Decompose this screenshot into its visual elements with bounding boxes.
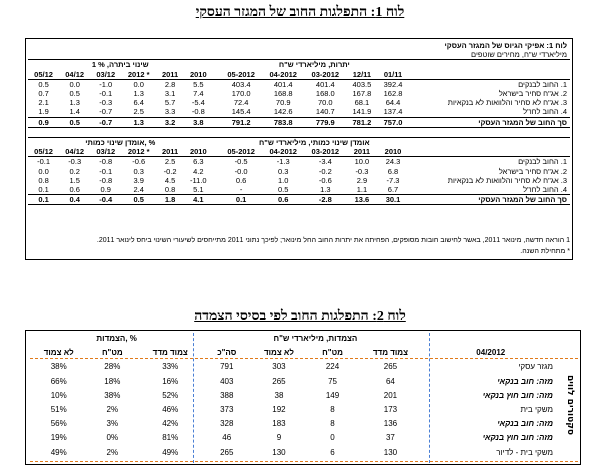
- spacer: [213, 98, 221, 107]
- table-cell: 46: [222, 433, 232, 443]
- table-cell: 4.5: [164, 175, 176, 185]
- spacer: [426, 332, 556, 346]
- spacer: [213, 60, 221, 70]
- column-header: 05-2012: [220, 147, 262, 157]
- column-header: 2011: [346, 147, 377, 157]
- group-header-pct: הצמדות, %: [96, 334, 137, 344]
- dashed-divider-left: [193, 333, 194, 463]
- table-cell: 8: [330, 405, 335, 415]
- row-label: 4. החוב לחו"ל: [523, 107, 567, 117]
- table1-title: לוח 1: התפלגות החוב של המגזר העסקי: [195, 5, 405, 20]
- table-cell: 170.0: [231, 89, 251, 99]
- table-cell: -0.3: [68, 157, 82, 167]
- column-header: 03-2012: [304, 70, 346, 80]
- column-header-row: [28, 70, 570, 80]
- column-header: מט"ח: [322, 348, 343, 358]
- table-cell: 52%: [162, 390, 179, 400]
- table-cell: 68.1: [354, 98, 370, 108]
- column-header: מט"ח: [101, 348, 123, 358]
- table-cell: 64.4: [385, 98, 401, 108]
- table-row: [28, 107, 570, 117]
- table-cell: 2.4: [133, 184, 144, 194]
- table-row: [28, 446, 556, 460]
- spacer: [409, 137, 570, 147]
- table-cell: 0.3: [278, 166, 289, 176]
- row-label: 3. אג"ח לא סחיר והלוואות לא בנקאיות: [447, 175, 567, 185]
- table-cell: -0.1: [37, 157, 51, 167]
- table-cell: 24.3: [385, 157, 401, 167]
- table-cell: -0.0: [234, 166, 248, 176]
- group-header-abs: הצמדות, מיליארדי ש"ח: [273, 334, 358, 344]
- table-row: [28, 431, 556, 445]
- table-cell: 64: [385, 376, 395, 386]
- table-row: [28, 98, 570, 107]
- column-header: 12/11: [346, 70, 377, 80]
- table-cell: 1.3: [320, 184, 331, 194]
- table-cell: 10%: [50, 390, 67, 400]
- table-cell: 0.0: [38, 166, 49, 176]
- dashed-divider-bottom: [30, 461, 578, 462]
- table-cell: 791.2: [220, 117, 262, 127]
- table-cell: 168.8: [273, 89, 293, 99]
- table-cell: -0.6: [318, 175, 332, 185]
- group-header-left: שינוי ביתרה, % 1: [28, 60, 213, 70]
- table-cell: 5.7: [164, 98, 176, 108]
- table-cell: 6.4: [133, 98, 144, 108]
- column-header: 04/12: [59, 70, 90, 80]
- table-cell: -0.6: [132, 157, 146, 167]
- table-cell: 130: [272, 447, 286, 457]
- column-header-row: [28, 147, 570, 157]
- column-header: 05-2012: [220, 70, 262, 80]
- table-cell: 16%: [162, 376, 179, 386]
- table-cell: -0.3: [355, 166, 369, 176]
- column-header: 03/12: [90, 147, 121, 157]
- table-cell: 0.3: [133, 166, 144, 176]
- spacer: [28, 127, 570, 137]
- dashed-divider-top: [30, 358, 578, 359]
- table-cell: 162.8: [383, 89, 403, 99]
- table-cell: -0.2: [318, 166, 332, 176]
- spacer: [409, 60, 570, 70]
- table-cell: 3.2: [156, 117, 184, 127]
- side-label: סקטורים לווים: [565, 375, 575, 435]
- table-cell: 0.6: [235, 175, 247, 185]
- row-label: מזה: חוב בנקאי: [497, 376, 553, 386]
- spacer: [409, 147, 570, 157]
- table-row: [28, 360, 556, 374]
- table2-title: לוח 2: התפלגות החוב לפי בסיסי הצמדה: [194, 309, 406, 324]
- table-cell: 192: [272, 405, 286, 415]
- table-cell: 19%: [50, 433, 67, 443]
- column-header: 2011: [156, 147, 184, 157]
- table-cell: 2%: [106, 447, 119, 457]
- table-cell: 0: [330, 433, 335, 443]
- table-cell: 1.8: [156, 195, 184, 205]
- table-cell: 2.1: [38, 98, 49, 108]
- table-cell: 49%: [162, 447, 179, 457]
- table-cell: 388: [220, 390, 234, 400]
- row-label: סך החוב של המגזר העסקי: [409, 117, 570, 127]
- column-header: לא צמוד: [263, 348, 294, 358]
- table-cell: 6.7: [387, 184, 399, 194]
- table-cell: 2.8: [164, 79, 176, 89]
- table-cell: 145.4: [231, 107, 251, 117]
- table-row: [28, 417, 556, 431]
- table-cell: 6.3: [193, 157, 204, 167]
- row-label: 2. אג"ח סחיר בישראל: [498, 89, 567, 99]
- column-header: 2012 *: [121, 70, 156, 80]
- table-cell: 5.1: [193, 184, 204, 194]
- row-label: מזה: חוב חוץ בנקאי: [482, 433, 553, 443]
- spacer: [28, 50, 409, 60]
- table-cell: 167.8: [352, 89, 372, 99]
- table-cell: 1.5: [69, 175, 80, 185]
- spacer: [213, 117, 221, 127]
- table-cell: 10.0: [354, 157, 370, 167]
- table-cell: 2.5: [133, 107, 144, 117]
- table-cell: 168.0: [315, 89, 335, 99]
- table-row: [28, 185, 570, 195]
- table-cell: 224: [325, 362, 340, 372]
- table-cell: -0.1: [99, 166, 113, 176]
- table-cell: 0.5: [121, 195, 156, 205]
- group-header-left: אומדן שינוי כמותי, %: [28, 137, 213, 147]
- row-label: מזה: חוב בנקאי: [497, 419, 553, 429]
- column-header: 05/12: [28, 147, 59, 157]
- table-cell: 1.9: [38, 107, 49, 117]
- table-cell: 38%: [50, 362, 67, 372]
- table-cell: 2%: [106, 405, 119, 415]
- table-cell: 183: [272, 419, 286, 429]
- table-cell: 141.9: [352, 107, 372, 117]
- group-header-row: [28, 332, 556, 346]
- row-label: סך החוב של המגזר העסקי: [409, 195, 570, 205]
- table-cell: 3.9: [133, 175, 144, 185]
- table-cell: 3.3: [164, 107, 176, 117]
- table-cell: 6: [330, 447, 335, 457]
- spacer: [213, 176, 221, 185]
- table-cell: 0%: [106, 433, 119, 443]
- table-subcaption: מיליארדי ש"ח, מחירים שוטפים: [471, 50, 567, 60]
- table-cell: -0.3: [99, 98, 113, 108]
- table-cell: 0.6: [262, 195, 304, 205]
- table-cell: 9: [276, 433, 282, 443]
- table-cell: 28%: [104, 362, 121, 372]
- table-cell: -2.8: [304, 195, 346, 205]
- table-cell: 70.9: [275, 98, 291, 108]
- table-cell: 265: [220, 447, 234, 457]
- table-cell: -1.3: [276, 157, 290, 167]
- table-cell: 328: [220, 419, 234, 429]
- table-cell: 0.9: [28, 117, 59, 127]
- table-cell: 791: [220, 362, 234, 372]
- table-cell: 46%: [162, 405, 179, 415]
- table-cell: -0.2: [163, 166, 177, 176]
- table-cell: 0.5: [38, 79, 49, 89]
- table1-note2: * מתחילת השנה.: [520, 248, 570, 255]
- table-cell: 72.4: [233, 98, 249, 108]
- table-cell: 392.4: [383, 79, 403, 89]
- spacer: [213, 107, 221, 117]
- table-cell: 0.1: [28, 195, 59, 205]
- table-cell: 265: [272, 376, 286, 386]
- column-header: 2010: [184, 147, 212, 157]
- spacer: [409, 70, 570, 80]
- table-cell: 0.5: [278, 184, 289, 194]
- spacer: [213, 185, 221, 195]
- table-cell: 51%: [50, 405, 67, 415]
- table-cell: 0.2: [69, 166, 80, 176]
- table-cell: 4.1: [184, 195, 212, 205]
- table-cell: -11.0: [190, 175, 207, 185]
- table-row: [28, 89, 570, 98]
- group-header-row: [28, 137, 570, 147]
- table-row: [28, 117, 570, 127]
- spacer: [213, 89, 221, 98]
- date-header: 04/2012: [476, 348, 506, 358]
- table-cell: 42%: [162, 419, 179, 429]
- table-cell: 0.5: [59, 117, 90, 127]
- spacer: [213, 147, 221, 157]
- row-label: משקי בית - לדיור: [496, 447, 553, 457]
- table-cell: 140.7: [315, 107, 335, 117]
- table-cell: 781.2: [346, 117, 377, 127]
- table-row: [28, 195, 570, 205]
- table-cell: 265: [383, 362, 398, 372]
- table-cell: 13.6: [346, 195, 377, 205]
- column-header: צמוד מדד: [152, 348, 188, 358]
- row-label: 4. החוב לחו"ל: [523, 184, 567, 194]
- row-label: משקי בית: [520, 405, 553, 415]
- row-label: 1. החוב לבנקים: [518, 157, 567, 167]
- table-cell: -: [239, 184, 243, 194]
- table-cell: 403.5: [352, 79, 372, 89]
- column-header: 2010: [184, 70, 212, 80]
- table-cell: 2.5: [164, 157, 176, 167]
- table-cell: 173: [383, 405, 398, 415]
- table-cell: -1.0: [99, 79, 113, 89]
- row-label: 3. אג"ח לא סחיר והלוואות לא בנקאיות: [447, 98, 567, 108]
- spacer: [213, 195, 221, 205]
- table-cell: 0.0: [133, 79, 144, 89]
- row-label: 2. אג"ח סחיר בישראל: [498, 166, 567, 176]
- table-cell: 81%: [162, 433, 179, 443]
- column-header: סה"כ: [217, 348, 237, 358]
- table-cell: -0.1: [99, 89, 113, 99]
- spacer-row: [28, 127, 570, 137]
- column-header: 2010: [377, 147, 408, 157]
- column-header: צמוד מדד: [372, 348, 408, 358]
- group-header-right: אומדן שינוי כמותי, מיליארדי ש"ח: [220, 137, 409, 147]
- table-cell: 373: [220, 405, 234, 415]
- table-cell: 0.4: [59, 195, 90, 205]
- row-label: מגזר עסקי: [518, 362, 553, 372]
- table-cell: 1.3: [133, 89, 144, 99]
- table-cell: 303: [272, 362, 286, 372]
- table-cell: 779.9: [304, 117, 346, 127]
- table-row: [28, 79, 570, 89]
- table-cell: 3.1: [164, 89, 176, 99]
- column-header: 05/12: [28, 70, 59, 80]
- table-cell: 7.4: [193, 89, 204, 99]
- column-header: לא צמוד: [43, 348, 74, 358]
- table-cell: 142.6: [273, 107, 293, 117]
- table-cell: 4.2: [193, 166, 204, 176]
- table-cell: -0.7: [99, 107, 113, 117]
- column-header: 03-2012: [304, 147, 346, 157]
- table-cell: 130: [383, 447, 398, 457]
- table-row: [28, 176, 570, 185]
- table-cell: 8: [330, 419, 335, 429]
- table-cell: 0.7: [38, 89, 49, 99]
- table-cell: 757.0: [377, 117, 408, 127]
- table-row: [28, 166, 570, 175]
- dashed-divider-right: [429, 333, 430, 463]
- table-cell: 0.8: [38, 175, 49, 185]
- table-cell: 0.9: [100, 184, 111, 194]
- table-cell: -5.4: [191, 98, 205, 108]
- spacer: [213, 70, 221, 80]
- table-cell: -3.4: [318, 157, 332, 167]
- subcaption-row: [28, 50, 570, 60]
- table-cell: 0.0: [69, 79, 80, 89]
- row-label: 1. החוב לבנקים: [518, 79, 567, 89]
- table-cell: 0.1: [38, 184, 49, 194]
- table-cell: -0.4: [90, 195, 121, 205]
- table-row: [28, 403, 556, 417]
- table-cell: 2.9: [356, 175, 368, 185]
- table-cell: 6.8: [387, 166, 399, 176]
- table-cell: 1.3: [69, 98, 80, 108]
- table-cell: 66%: [50, 376, 67, 386]
- column-header: 03/12: [90, 70, 121, 80]
- column-header: 01/11: [377, 70, 408, 80]
- table-row: [28, 157, 570, 167]
- table-row: [28, 389, 556, 403]
- table2: [28, 332, 556, 460]
- table-cell: -7.3: [386, 175, 400, 185]
- table-cell: 401.4: [315, 79, 335, 89]
- group-header-right: יתרות, מיליארדי ש"ח: [220, 60, 409, 70]
- table1-note1: 1 הוראה חדשה, מינואר 2011, באשר לחישוב חובות מסופקים, הפחיתה את יתרות החוב החל מינואר; לפיכך נתוני 2011 מתייחסים לשיעורי השינוי ביחס לינואר 2011.: [96, 237, 570, 244]
- table-cell: -0.8: [99, 175, 113, 185]
- table-cell: 33%: [162, 362, 179, 372]
- table-caption: לוח 1: אפיקי הגיוס של המגזר העסקי: [444, 41, 567, 51]
- column-header: 04-2012: [262, 147, 304, 157]
- column-header: 04/12: [59, 147, 90, 157]
- table-cell: 37: [385, 433, 395, 443]
- table-row: [28, 375, 556, 389]
- table-cell: -0.7: [90, 117, 121, 127]
- table-cell: 201: [383, 390, 398, 400]
- spacer: [213, 166, 221, 175]
- caption-row: [28, 41, 570, 50]
- row-label: מזה: חוב חוץ בנקאי: [482, 390, 553, 400]
- table-cell: 70.0: [318, 98, 333, 108]
- group-header-row: [28, 60, 570, 70]
- table-cell: 0.1: [220, 195, 262, 205]
- table-cell: 137.4: [383, 107, 403, 117]
- table-cell: 783.8: [262, 117, 304, 127]
- table-cell: 1.4: [69, 107, 80, 117]
- table-cell: 75: [328, 376, 337, 386]
- table-cell: 1.1: [356, 184, 368, 194]
- table-cell: 0.5: [69, 89, 80, 99]
- table-cell: 3.8: [184, 117, 212, 127]
- table-cell: -0.8: [99, 157, 113, 167]
- spacer: [213, 79, 221, 89]
- table-cell: 38: [274, 390, 284, 400]
- table-cell: 403: [220, 376, 234, 386]
- table-cell: 0.8: [164, 184, 176, 194]
- column-header: 2012 *: [121, 147, 156, 157]
- table-cell: -0.8: [191, 107, 205, 117]
- column-header: 2011: [156, 70, 184, 80]
- table-cell: 3%: [106, 419, 119, 429]
- table-cell: 30.1: [377, 195, 408, 205]
- table-cell: 1.0: [278, 175, 289, 185]
- spacer: [28, 41, 409, 50]
- table-cell: 1.3: [121, 117, 156, 127]
- table-cell: 49%: [50, 447, 67, 457]
- table1: [28, 41, 570, 205]
- table-cell: 0.6: [69, 184, 80, 194]
- table-cell: 18%: [104, 376, 121, 386]
- spacer: [213, 157, 221, 167]
- table-cell: 38%: [104, 390, 121, 400]
- spacer: [213, 137, 221, 147]
- table-cell: 136: [383, 419, 398, 429]
- table-cell: 403.4: [231, 79, 251, 89]
- table-cell: -0.5: [234, 157, 248, 167]
- table-cell: 149: [325, 390, 340, 400]
- table-cell: 56%: [50, 419, 67, 429]
- table-cell: 5.5: [193, 79, 204, 89]
- table-cell: 401.4: [273, 79, 293, 89]
- column-header: 04-2012: [262, 70, 304, 80]
